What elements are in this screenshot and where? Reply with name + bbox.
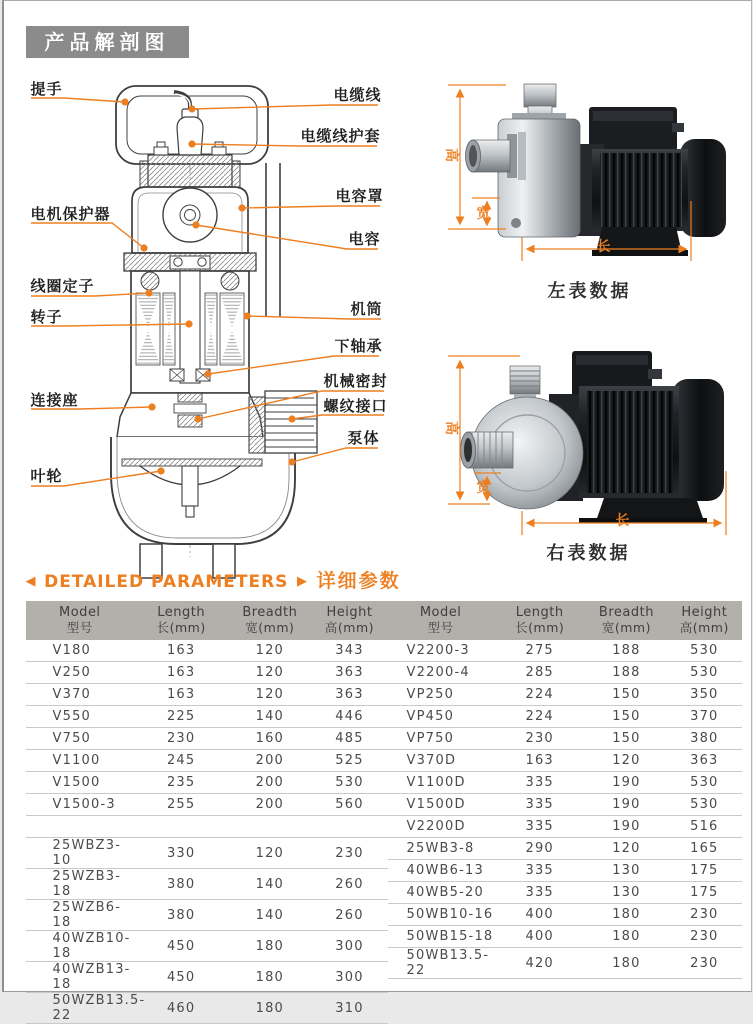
- column-header: Height 高(mm): [311, 601, 387, 640]
- pump-photo-left-art: [465, 84, 726, 256]
- dim-width-label: 宽: [477, 207, 491, 221]
- table-row: [388, 948, 742, 979]
- value-cell: 370: [667, 706, 741, 728]
- table-row: [26, 750, 388, 772]
- value-cell: 335: [494, 772, 586, 794]
- model-cell: V1500D: [388, 794, 494, 816]
- value-cell: 400: [494, 904, 586, 926]
- value-cell: [228, 816, 311, 838]
- value-cell: 275: [494, 640, 586, 662]
- table-row: [388, 662, 742, 684]
- model-cell: V1100: [26, 750, 135, 772]
- value-cell: 420: [494, 948, 586, 979]
- value-cell: 380: [134, 900, 228, 931]
- model-cell: 40WB5-20: [388, 882, 494, 904]
- value-cell: 335: [494, 860, 586, 882]
- table-row: [388, 772, 742, 794]
- model-cell: V2200D: [388, 816, 494, 838]
- table-row: [26, 728, 388, 750]
- value-cell: 530: [667, 772, 741, 794]
- model-cell: V250: [26, 662, 135, 684]
- table-row: [26, 931, 388, 962]
- value-cell: 363: [311, 684, 387, 706]
- value-cell: 225: [134, 706, 228, 728]
- value-cell: 235: [134, 772, 228, 794]
- value-cell: 150: [586, 684, 667, 706]
- table-row: [26, 816, 388, 838]
- model-cell: VP250: [388, 684, 494, 706]
- value-cell: 230: [494, 728, 586, 750]
- value-cell: 200: [228, 750, 311, 772]
- dim-width-label: 宽: [477, 481, 491, 495]
- section-title-zh: 详细参数: [317, 570, 401, 592]
- model-cell: V550: [26, 706, 135, 728]
- column-header: Breadth 宽(mm): [586, 601, 667, 640]
- model-cell: 50WB10-16: [388, 904, 494, 926]
- impeller: [122, 459, 262, 466]
- value-cell: 163: [134, 662, 228, 684]
- dim-length-label: 长: [616, 514, 630, 528]
- table-row: [26, 869, 388, 900]
- value-cell: 450: [134, 962, 228, 993]
- diagram-label-motor-protector: 电机保护器: [31, 206, 111, 223]
- model-cell: VP750: [388, 728, 494, 750]
- dim-height-label: 高: [444, 421, 458, 435]
- value-cell: 450: [134, 931, 228, 962]
- diagram-label-mechanical-seal: 机械密封: [324, 373, 388, 390]
- model-cell: V1500-3: [26, 794, 135, 816]
- value-cell: 335: [494, 794, 586, 816]
- page-title: 产品解剖图: [26, 26, 189, 58]
- value-cell: 140: [228, 900, 311, 931]
- value-cell: 188: [586, 640, 667, 662]
- column-header: Length 长(mm): [494, 601, 586, 640]
- model-cell: VP450: [388, 706, 494, 728]
- value-cell: 160: [228, 728, 311, 750]
- diagram-label-rotor: 转子: [31, 309, 63, 326]
- top-plate: [148, 155, 232, 187]
- value-cell: 380: [134, 869, 228, 900]
- value-cell: 245: [134, 750, 228, 772]
- value-cell: [134, 816, 228, 838]
- dim-height-label: 高: [444, 148, 458, 162]
- diagram-label-capacitor: 电容: [349, 231, 381, 248]
- value-cell: 285: [494, 662, 586, 684]
- value-cell: 180: [586, 904, 667, 926]
- table-row: [388, 728, 742, 750]
- value-cell: 165: [667, 838, 741, 860]
- table-row: [388, 860, 742, 882]
- value-cell: 130: [586, 860, 667, 882]
- model-cell: V750: [26, 728, 135, 750]
- model-cell: V2200-3: [388, 640, 494, 662]
- value-cell: 230: [667, 904, 741, 926]
- table-row: [388, 794, 742, 816]
- model-cell: 40WZB13-18: [26, 962, 135, 993]
- value-cell: 200: [228, 794, 311, 816]
- model-cell: V1500: [26, 772, 135, 794]
- table-row: [26, 662, 388, 684]
- value-cell: 363: [667, 750, 741, 772]
- cable-gland: [177, 117, 203, 155]
- value-cell: 120: [228, 684, 311, 706]
- table-row: [26, 772, 388, 794]
- diagram-label-impeller: 叶轮: [31, 468, 63, 485]
- table-row: [388, 816, 742, 838]
- value-cell: 560: [311, 794, 387, 816]
- value-cell: 530: [667, 794, 741, 816]
- table-row: [388, 750, 742, 772]
- table-row: [388, 882, 742, 904]
- value-cell: 163: [134, 684, 228, 706]
- value-cell: 120: [586, 838, 667, 860]
- table-row: [388, 640, 742, 662]
- value-cell: 260: [311, 869, 387, 900]
- diagram-label-cable: 电缆线: [334, 87, 382, 104]
- value-cell: 190: [586, 772, 667, 794]
- table-row: [26, 684, 388, 706]
- value-cell: 230: [134, 728, 228, 750]
- value-cell: 255: [134, 794, 228, 816]
- table-row: [26, 794, 388, 816]
- diagram-label-pump-body: 泵体: [348, 430, 380, 447]
- value-cell: 335: [494, 882, 586, 904]
- value-cell: 120: [228, 838, 311, 869]
- table-row: [388, 926, 742, 948]
- model-cell: [26, 816, 135, 838]
- right-triangle-icon: ▶: [297, 574, 307, 589]
- value-cell: 530: [667, 640, 741, 662]
- model-cell: V2200-4: [388, 662, 494, 684]
- photo-caption-right: 右表数据: [509, 539, 669, 565]
- value-cell: 530: [667, 662, 741, 684]
- model-cell: 40WZB10-18: [26, 931, 135, 962]
- value-cell: 525: [311, 750, 387, 772]
- left-triangle-icon: ◀: [26, 574, 36, 589]
- diagram-label-lower-bearing: 下轴承: [335, 338, 383, 355]
- value-cell: 175: [667, 860, 741, 882]
- model-cell: 50WB13.5-22: [388, 948, 494, 979]
- table-row: [388, 684, 742, 706]
- table-row: [388, 838, 742, 860]
- model-cell: 50WZB13.5-22: [26, 993, 135, 1024]
- table-row: [26, 993, 388, 1024]
- value-cell: 120: [586, 750, 667, 772]
- value-cell: 300: [311, 962, 387, 993]
- value-cell: [311, 816, 387, 838]
- value-cell: 224: [494, 684, 586, 706]
- parameters-table-left: [26, 601, 388, 1024]
- value-cell: 350: [667, 684, 741, 706]
- model-cell: 40WB6-13: [388, 860, 494, 882]
- model-cell: V1100D: [388, 772, 494, 794]
- value-cell: 230: [667, 926, 741, 948]
- section-title-en: DETAILED PARAMETERS: [44, 572, 288, 592]
- detailed-parameters-header: [26, 566, 401, 593]
- model-cell: 25WB3-8: [388, 838, 494, 860]
- value-cell: 150: [586, 728, 667, 750]
- value-cell: 180: [586, 948, 667, 979]
- value-cell: 335: [494, 816, 586, 838]
- value-cell: 140: [228, 706, 311, 728]
- diagram-label-coil-stator: 线圈定子: [31, 278, 95, 295]
- product-spec-page: [2, 0, 752, 992]
- value-cell: 200: [228, 772, 311, 794]
- model-cell: 25WZB6-18: [26, 900, 135, 931]
- value-cell: 190: [586, 816, 667, 838]
- table-row: [26, 706, 388, 728]
- table-row: [26, 962, 388, 993]
- diagram-label-cable-sheath: 电缆线护套: [301, 128, 381, 145]
- value-cell: 363: [311, 662, 387, 684]
- value-cell: 516: [667, 816, 741, 838]
- diagram-label-capacitor-cover: 电容罩: [336, 188, 384, 205]
- column-header: Model 型号: [26, 601, 135, 640]
- value-cell: 330: [134, 838, 228, 869]
- column-header: Length 长(mm): [134, 601, 228, 640]
- mechanical-seal: [174, 393, 206, 427]
- value-cell: 180: [228, 931, 311, 962]
- model-cell: V180: [26, 640, 135, 662]
- table-row: [26, 640, 388, 662]
- value-cell: 180: [586, 926, 667, 948]
- value-cell: 290: [494, 838, 586, 860]
- value-cell: 120: [228, 640, 311, 662]
- value-cell: 130: [586, 882, 667, 904]
- value-cell: 188: [586, 662, 667, 684]
- value-cell: 190: [586, 794, 667, 816]
- value-cell: 150: [586, 706, 667, 728]
- value-cell: 224: [494, 706, 586, 728]
- column-header: Breadth 宽(mm): [228, 601, 311, 640]
- value-cell: 140: [228, 869, 311, 900]
- diagram-label-handle: 提手: [31, 81, 63, 98]
- value-cell: 530: [311, 772, 387, 794]
- dim-length-label: 长: [597, 240, 611, 254]
- diagram-label-connection-seat: 连接座: [31, 392, 79, 409]
- photo-caption-left: 左表数据: [510, 277, 670, 303]
- model-cell: 50WB15-18: [388, 926, 494, 948]
- value-cell: 120: [228, 662, 311, 684]
- model-cell: 25WBZ3-10: [26, 838, 135, 869]
- value-cell: 446: [311, 706, 387, 728]
- value-cell: 180: [228, 962, 311, 993]
- table-row: [26, 900, 388, 931]
- value-cell: 380: [667, 728, 741, 750]
- value-cell: 310: [311, 993, 387, 1024]
- pump-cross-section-drawing: [111, 86, 317, 578]
- column-header: Model 型号: [388, 601, 494, 640]
- diagram-label-machine-barrel: 机筒: [351, 301, 383, 318]
- value-cell: 400: [494, 926, 586, 948]
- value-cell: 180: [228, 993, 311, 1024]
- value-cell: 163: [494, 750, 586, 772]
- pump-photo-right-art: [460, 351, 724, 523]
- value-cell: 485: [311, 728, 387, 750]
- parameters-table-right: [388, 601, 742, 979]
- value-cell: 460: [134, 993, 228, 1024]
- table-row: [26, 838, 388, 869]
- table-row: [388, 904, 742, 926]
- value-cell: 343: [311, 640, 387, 662]
- value-cell: 260: [311, 900, 387, 931]
- motor-protector: [141, 272, 159, 290]
- column-header: Height 高(mm): [667, 601, 741, 640]
- value-cell: 300: [311, 931, 387, 962]
- value-cell: 175: [667, 882, 741, 904]
- model-cell: 25WZB3-18: [26, 869, 135, 900]
- model-cell: V370: [26, 684, 135, 706]
- value-cell: 230: [311, 838, 387, 869]
- value-cell: 230: [667, 948, 741, 979]
- diagram-label-threaded-port: 螺纹接口: [324, 398, 388, 415]
- value-cell: 163: [134, 640, 228, 662]
- model-cell: V370D: [388, 750, 494, 772]
- table-row: [388, 706, 742, 728]
